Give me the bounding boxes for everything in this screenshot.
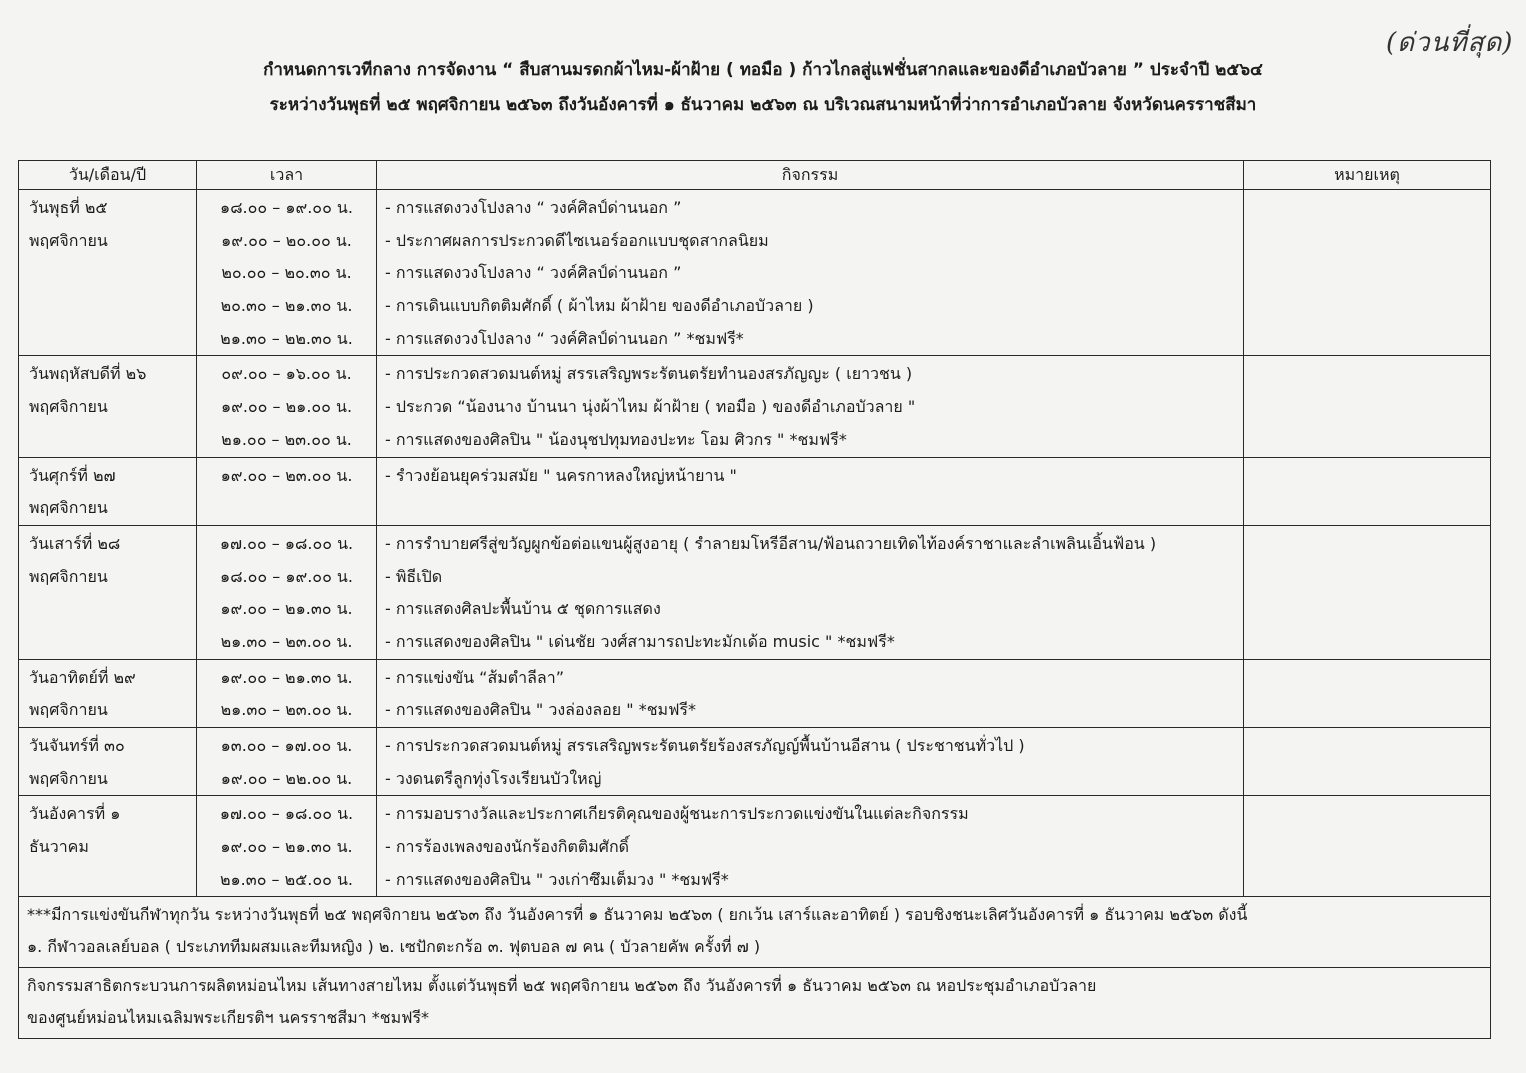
column-header-remark: หมายเหตุ xyxy=(1244,161,1491,190)
time-slot: ๐๙.๐๐ – ๑๖.๐๐ น. xyxy=(221,364,352,384)
time-slot: ๒๐.๓๐ – ๒๑.๓๐ น. xyxy=(220,296,353,316)
activity-cell xyxy=(377,659,1244,727)
date-line: พฤศจิกายน xyxy=(29,700,108,720)
silk-note-line: กิจกรรมสาธิตกระบวนการผลิตหม่อนไหม เส้นทางสายไหม ตั้งแต่วันพุธที่ ๒๕ พฤศจิกายน ๒๕๖๓ ถึง วันอังคารที่ ๑ ธันวาคม ๒๕๖๓ ณ หอประชุมอำเภอบัวลาย xyxy=(27,976,1097,996)
activity-cell xyxy=(377,728,1244,796)
remark-cell xyxy=(1244,525,1491,659)
date-line: วันพุธที่ ๒๕ xyxy=(29,198,108,217)
remark-cell xyxy=(1244,190,1491,356)
activity-cell xyxy=(377,356,1244,457)
date-line: วันเสาร์ที่ ๒๘ xyxy=(29,533,121,553)
date-line: ธันวาคม xyxy=(29,837,89,857)
time-slot: ๑๙.๐๐ – ๒๑.๓๐ น. xyxy=(220,837,353,857)
date-cell xyxy=(19,356,197,457)
silk-note-line: ของศูนย์หม่อนไหมเฉลิมพระเกียรติฯ นครราชสีมา *ชมฟรี* xyxy=(27,1008,430,1028)
activity-item: - การประกวดสวดมนต์หมู่ สรรเสริญพระรัตนตรัยทำนองสรภัญญะ ( เยาวชน ) xyxy=(385,364,913,384)
activity-item: - การแสดงของศิลปิน " เด่นชัย วงศ์สามารถปะทะมักเด้อ music " *ชมฟรี* xyxy=(385,631,895,651)
time-cell xyxy=(197,728,377,796)
activity-item: - การแสดงวงโปงลาง “ วงค์ศิลป์ด่านนอก ” xyxy=(385,198,682,217)
date-cell xyxy=(19,457,197,525)
time-cell xyxy=(197,457,377,525)
activity-item: - การเดินแบบกิตติมศักดิ์ ( ผ้าไหม ผ้าฝ้าย ของดีอำเภอบัวลาย ) xyxy=(385,296,814,316)
time-slot: ๑๙.๐๐ – ๒๑.๓๐ น. xyxy=(220,667,353,687)
activity-item: - รำวงย้อนยุคร่วมสมัย " นครกาหลงใหญ่หน้ายาน " xyxy=(385,465,737,485)
activity-item: - การมอบรางวัลและประกาศเกียรติคุณของผู้ชนะการประกวดแข่งขันในแต่ละกิจกรรม xyxy=(385,804,969,824)
remark-cell xyxy=(1244,796,1491,897)
activity-item: - ประกวด “น้องนาง บ้านนา นุ่งผ้าไหม ผ้าฝ้าย ( ทอมือ ) ของดีอำเภอบัวลาย " xyxy=(385,397,916,417)
time-slot: ๑๙.๐๐ – ๒๐.๐๐ น. xyxy=(221,230,352,250)
time-slot: ๑๙.๐๐ – ๒๑.๓๐ น. xyxy=(220,599,353,619)
activity-cell xyxy=(377,796,1244,897)
activity-cell xyxy=(377,457,1244,525)
activity-item: - การแข่งขัน “ส้มตำลีลา” xyxy=(385,667,565,687)
date-line: พฤศจิกายน xyxy=(29,230,108,250)
table-header-row xyxy=(19,161,1491,190)
date-line: พฤศจิกายน xyxy=(29,498,108,518)
activity-item: - พิธีเปิด xyxy=(385,566,443,586)
day-row xyxy=(19,190,1491,356)
sports-note-line: ***มีการแข่งขันกีฬาทุกวัน ระหว่างวันพุธที่ ๒๕ พฤศจิกายน ๒๕๖๓ ถึง วันอังคารที่ ๑ ธันวาคม ๒๕๖๓ ( ยกเว้น เสาร์และอาทิตย์ ) รอบชิงชนะเลิศวันอังคารที่ ๑ ธันวาคม ๒๕๖๓ ดังนี้ xyxy=(27,905,1248,925)
document-title-line1: กำหนดการเวทีกลาง การจัดงาน “ สืบสานมรดกผ้าไหม-ผ้าฝ้าย ( ทอมือ ) ก้าวไกลสู่แฟชั่นสากลและของดีอำเภอบัวลาย ” ประจำปี ๒๕๖๔ xyxy=(263,60,1263,80)
date-cell xyxy=(19,728,197,796)
activity-item: - การประกวดสวดมนต์หมู่ สรรเสริญพระรัตนตรัยร้องสรภัญญ์พื้นบ้านอีสาน ( ประชาชนทั่วไป ) xyxy=(385,736,1025,755)
time-slot: ๒๐.๐๐ – ๒๐.๓๐ น. xyxy=(221,263,352,283)
date-cell xyxy=(19,659,197,727)
date-line: พฤศจิกายน xyxy=(29,397,108,417)
document-title-line2: ระหว่างวันพุธที่ ๒๕ พฤศจิกายน ๒๕๖๓ ถึงวันอังคารที่ ๑ ธันวาคม ๒๕๖๓ ณ บริเวณสนามหน้าที่ว่าการอำเภอบัวลาย จังหวัดนครราชสีมา xyxy=(269,95,1257,115)
time-slot: ๒๑.๓๐ – ๒๓.๐๐ น. xyxy=(220,631,353,651)
time-slot: ๑๙.๐๐ – ๒๓.๐๐ น. xyxy=(220,465,353,485)
sports-note-line: ๑. กีฬาวอลเลย์บอล ( ประเภททีมผสมและทีมหญิง ) ๒. เซปักตะกร้อ ๓. ฟุตบอล ๗ คน ( บัวลายคัพ ครั้งที่ ๗ ) xyxy=(27,937,761,957)
activity-item: - การแสดงของศิลปิน " น้องนุชปทุมทองปะทะ โอม ศิวกร " *ชมฟรี* xyxy=(385,429,847,449)
activity-item: - การร้องเพลงของนักร้องกิตติมศักดิ์ xyxy=(385,837,630,857)
time-cell xyxy=(197,525,377,659)
time-cell xyxy=(197,356,377,457)
date-line: พฤศจิกายน xyxy=(29,768,108,788)
day-row xyxy=(19,457,1491,525)
time-slot: ๑๘.๐๐ – ๑๙.๐๐ น. xyxy=(220,566,353,586)
time-cell xyxy=(197,190,377,356)
time-slot: ๑๗.๐๐ – ๑๘.๐๐ น. xyxy=(219,533,354,553)
date-line: วันอาทิตย์ที่ ๒๙ xyxy=(29,667,136,687)
sports-note xyxy=(19,897,1491,968)
day-row xyxy=(19,659,1491,727)
time-slot: ๒๑.๐๐ – ๒๓.๐๐ น. xyxy=(221,429,352,449)
activity-item: - การแสดงของศิลปิน " วงเก่าซึมเต็มวง " *ชมฟรี* xyxy=(385,869,729,889)
time-cell xyxy=(197,796,377,897)
day-row xyxy=(19,728,1491,796)
activity-item: - การแสดงวงโปงลาง “ วงค์ศิลป์ด่านนอก ” *ชมฟรี* xyxy=(385,328,744,348)
time-slot: ๒๑.๓๐ – ๒๓.๐๐ น. xyxy=(220,700,353,720)
remark-cell xyxy=(1244,356,1491,457)
remark-cell xyxy=(1244,659,1491,727)
time-slot: ๑๓.๐๐ – ๑๗.๐๐ น. xyxy=(220,736,353,755)
remark-cell xyxy=(1244,457,1491,525)
activity-cell xyxy=(377,525,1244,659)
time-slot: ๑๗.๐๐ – ๑๘.๐๐ น. xyxy=(219,804,354,824)
date-cell xyxy=(19,190,197,356)
day-row xyxy=(19,525,1491,659)
column-header-date: วัน/เดือน/ปี xyxy=(19,161,197,190)
silk-note-row xyxy=(19,968,1491,1039)
activity-item: - การแสดงของศิลปิน " วงล่องลอย " *ชมฟรี* xyxy=(385,700,697,720)
sports-note-row xyxy=(19,897,1491,968)
date-line: พฤศจิกายน xyxy=(29,566,108,586)
time-slot: ๒๑.๓๐ – ๒๕.๐๐ น. xyxy=(219,869,354,889)
column-header-activity: กิจกรรม xyxy=(377,161,1244,190)
activity-item: - การแสดงวงโปงลาง “ วงค์ศิลป์ด่านนอก ” xyxy=(385,263,682,283)
activity-item: - วงดนตรีลูกทุ่งโรงเรียนบัวใหญ่ xyxy=(385,768,602,788)
activity-cell xyxy=(377,190,1244,356)
remark-cell xyxy=(1244,728,1491,796)
handwritten-note: (ด่วนที่สุด) xyxy=(1386,28,1514,58)
activity-item: - การรำบายศรีสู่ขวัญผูกข้อต่อแขนผู้สูงอายุ ( รำลายมโหรีอีสาน/ฟ้อนถวายเทิดไท้องค์ราชาและลำเพลินเอิ้นฟ้อน ) xyxy=(385,533,1157,553)
schedule-table xyxy=(18,160,1491,1039)
day-row xyxy=(19,356,1491,457)
schedule-body xyxy=(19,190,1491,897)
time-slot: ๒๑.๓๐ – ๒๒.๓๐ น. xyxy=(220,328,353,348)
date-line: วันศุกร์ที่ ๒๗ xyxy=(29,465,116,485)
time-slot: ๑๙.๐๐ – ๒๒.๐๐ น. xyxy=(220,768,353,788)
time-slot: ๑๘.๐๐ – ๑๙.๐๐ น. xyxy=(220,198,353,217)
activity-item: - การแสดงศิลปะพื้นบ้าน ๕ ชุดการแสดง xyxy=(385,599,661,619)
date-cell xyxy=(19,525,197,659)
column-header-time: เวลา xyxy=(197,161,377,190)
day-row xyxy=(19,796,1491,897)
time-cell xyxy=(197,659,377,727)
date-line: วันอังคารที่ ๑ xyxy=(29,804,121,824)
time-slot: ๑๙.๐๐ – ๒๑.๐๐ น. xyxy=(220,397,353,417)
date-cell xyxy=(19,796,197,897)
date-line: วันพฤหัสบดีที่ ๒๖ xyxy=(29,364,147,384)
date-line: วันจันทร์ที่ ๓๐ xyxy=(29,736,125,755)
activity-item: - ประกาศผลการประกวดดีไซเนอร์ออกแบบชุดสากลนิยม xyxy=(385,230,769,250)
silk-note xyxy=(19,968,1491,1039)
